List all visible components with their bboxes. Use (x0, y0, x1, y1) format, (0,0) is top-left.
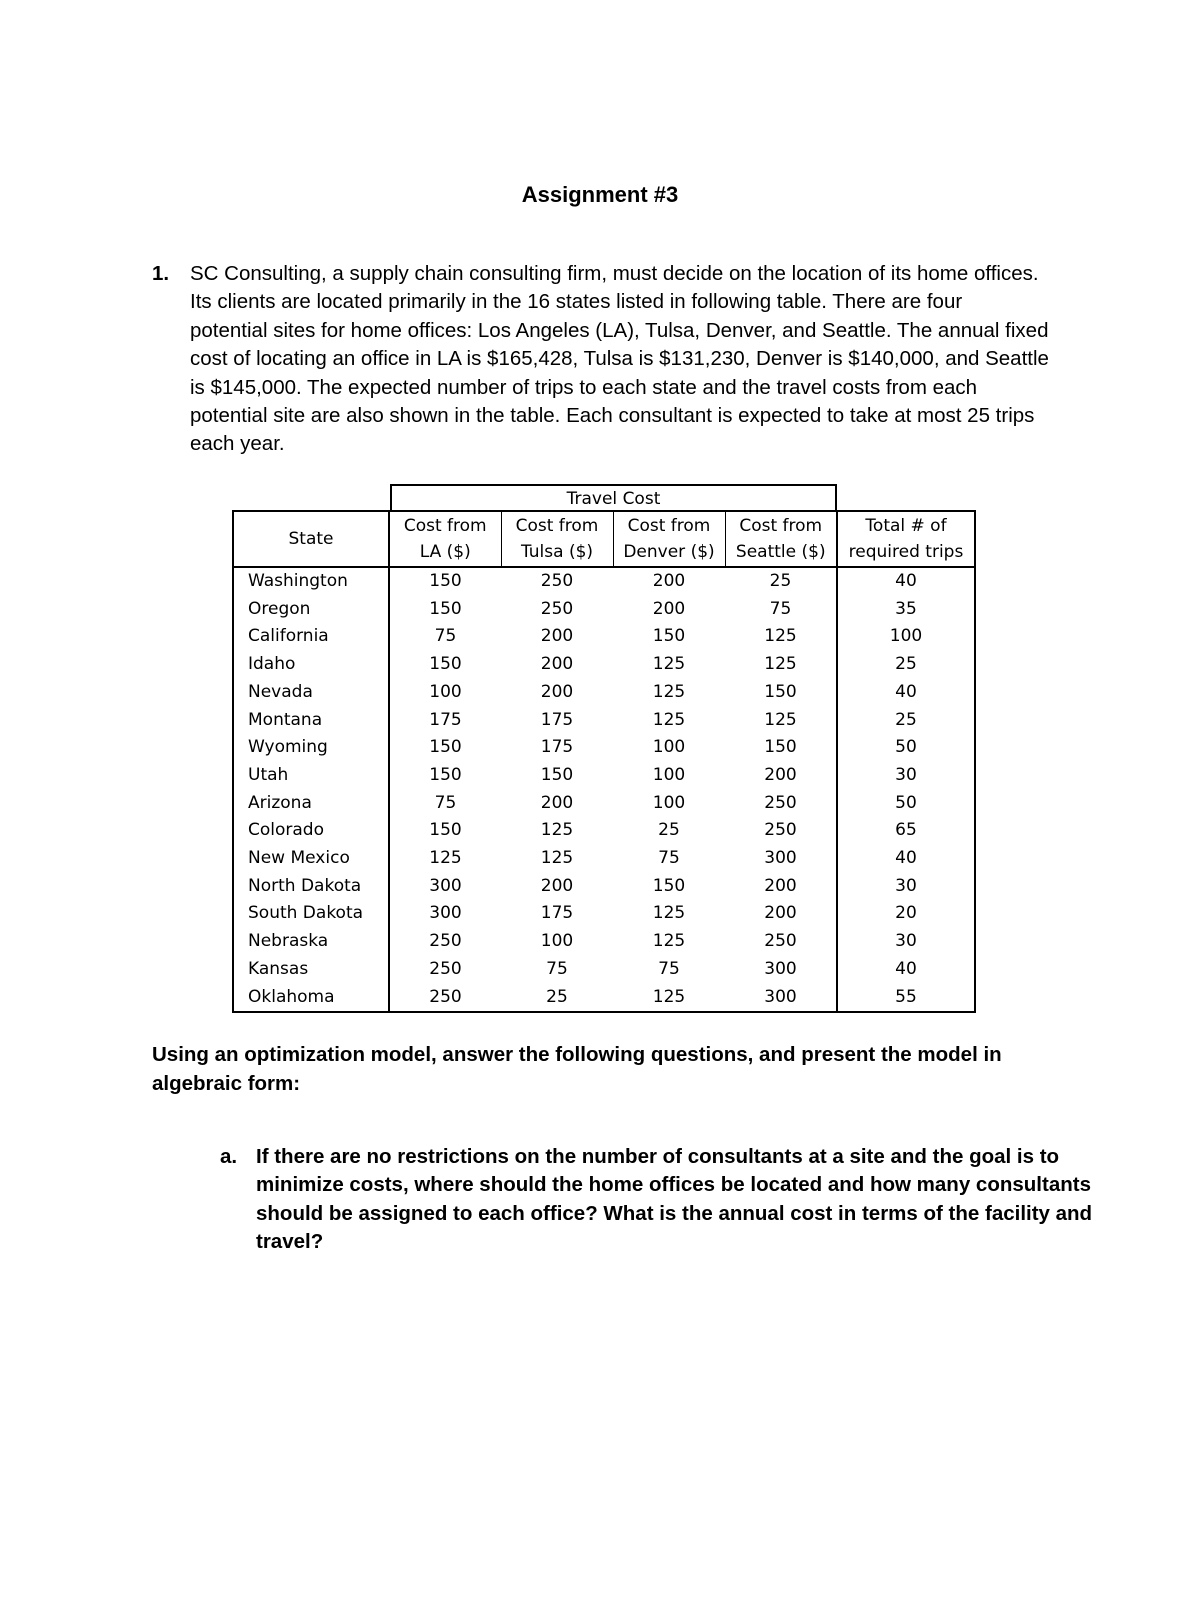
cell-tulsa: 25 (501, 984, 613, 1013)
part-a-line: travel? (256, 1230, 324, 1254)
cell-seattle: 125 (725, 651, 837, 679)
table-row (233, 734, 975, 762)
cell-trips: 40 (837, 845, 975, 873)
model-instructions (152, 1040, 1052, 1098)
cell-seattle: 300 (725, 984, 837, 1013)
cell-trips: 35 (837, 596, 975, 624)
header-state: State (233, 511, 389, 567)
cell-seattle: 250 (725, 790, 837, 818)
cell-tulsa: 200 (540, 875, 574, 896)
cell-state: New Mexico (233, 845, 389, 873)
cell-tulsa: 175 (540, 903, 574, 924)
cell-seattle: 125 (725, 707, 837, 735)
cell-seattle: 150 (725, 734, 837, 762)
table-row (233, 679, 975, 707)
cell-la: 300 (429, 903, 462, 924)
header-cost-seattle: Cost from Seattle ($) (725, 511, 837, 567)
cell-tulsa: 200 (540, 626, 574, 647)
page-title: Assignment #3 (521, 182, 679, 207)
cell-la: 250 (429, 958, 462, 979)
table-row (233, 790, 975, 818)
cell-trips: 40 (837, 567, 975, 596)
cell-denver: 125 (613, 984, 725, 1013)
cell-trips: 25 (837, 651, 975, 679)
cell-la: 300 (429, 875, 462, 896)
cell-tulsa: 125 (540, 820, 574, 841)
cell-la: 250 (429, 931, 462, 952)
cell-state: Oklahoma (233, 984, 389, 1013)
header-cost-denver: Cost from Denver ($) (613, 511, 725, 567)
table-row (233, 567, 975, 596)
cell-la: 150 (429, 820, 462, 841)
cell-trips: 65 (837, 817, 975, 845)
cell-state: Oregon (233, 596, 389, 624)
cell-tulsa: 250 (540, 571, 574, 591)
model-instructions-line: algebraic form: (152, 1072, 301, 1095)
cell-denver: 75 (658, 848, 680, 869)
cell-denver: 100 (652, 792, 686, 813)
cell-trips: 30 (837, 762, 975, 790)
question-1 (152, 260, 1072, 459)
cell-denver: 75 (658, 958, 680, 979)
cell-state: Utah (233, 762, 389, 790)
table-row (233, 817, 975, 845)
part-a-letter: a. (220, 1145, 238, 1168)
question-1-line: SC Consulting, a supply chain consulting firm, must decide on the location of its home offices. (190, 262, 1039, 285)
travel-cost-table (232, 510, 976, 1013)
cell-denver: 125 (652, 709, 686, 730)
table-row (233, 762, 975, 790)
cell-trips: 30 (837, 928, 975, 956)
cell-la: 125 (429, 848, 462, 869)
cell-state: Idaho (233, 651, 389, 679)
cell-state: Nebraska (233, 928, 389, 956)
cell-tulsa: 200 (540, 654, 574, 675)
cell-trips: 40 (837, 679, 975, 707)
cell-state: California (233, 623, 389, 651)
cell-seattle: 300 (725, 956, 837, 984)
cell-state: Montana (233, 707, 389, 735)
cell-la: 150 (429, 764, 462, 785)
cell-trips: 50 (837, 790, 975, 818)
cell-seattle: 150 (725, 679, 837, 707)
header-total-trips: Total # of required trips (837, 511, 975, 567)
table-row (233, 651, 975, 679)
cell-state: Colorado (233, 817, 389, 845)
question-1-line: is $145,000. The expected number of trips to each state and the travel costs from each (190, 375, 978, 399)
table-row (233, 845, 975, 873)
cell-tulsa: 200 (540, 792, 574, 813)
cell-denver: 25 (658, 820, 680, 841)
part-a-line: should be assigned to each office? What is the annual cost in terms of the facility and (256, 1201, 1093, 1225)
cell-trips: 30 (837, 873, 975, 901)
cell-tulsa: 175 (540, 737, 574, 758)
table-row (233, 596, 975, 624)
question-1-line: potential site are also shown in the table. Each consultant is expected to take at most 25 trips (190, 404, 1035, 428)
question-1-line: each year. (190, 432, 285, 456)
cell-trips: 25 (837, 707, 975, 735)
cell-seattle: 200 (725, 762, 837, 790)
question-number: 1. (152, 262, 170, 285)
question-1-line: cost of locating an office in LA is $165,428, Tulsa is $131,230, Denver is $140,000, and Seattle (190, 347, 1049, 371)
cell-trips: 100 (837, 623, 975, 651)
table-row (233, 984, 975, 1013)
part-a-line: minimize costs, where should the home offices be located and how many consultants (256, 1173, 1091, 1197)
cell-la: 150 (429, 737, 462, 758)
cell-tulsa: 75 (546, 958, 568, 979)
cell-tulsa: 175 (540, 709, 574, 730)
cell-state: South Dakota (233, 900, 389, 928)
cell-la: 150 (429, 571, 462, 591)
cell-la: 100 (429, 681, 462, 702)
cell-la: 175 (429, 709, 462, 730)
table-row (233, 707, 975, 735)
cell-tulsa: 125 (540, 848, 574, 869)
cell-seattle: 250 (725, 817, 837, 845)
model-instructions-line: Using an optimization model, answer the following questions, and present the model in (152, 1043, 1002, 1066)
cell-tulsa: 150 (540, 764, 574, 785)
cell-denver: 125 (652, 903, 686, 924)
cell-seattle: 75 (725, 596, 837, 624)
cell-denver: 100 (652, 764, 686, 785)
cell-denver: 200 (652, 598, 686, 619)
table-row (233, 956, 975, 984)
cell-denver: 150 (652, 626, 686, 647)
cell-la: 250 (389, 984, 501, 1013)
cell-la: 75 (434, 626, 457, 647)
table-row (233, 900, 975, 928)
cell-tulsa: 250 (540, 598, 574, 619)
cell-la: 150 (429, 598, 462, 619)
header-cost-tulsa: Cost from Tulsa ($) (501, 511, 613, 567)
cell-la: 75 (434, 792, 457, 813)
cell-denver: 125 (652, 654, 686, 675)
cell-denver: 200 (652, 571, 686, 591)
cell-seattle: 200 (725, 873, 837, 901)
cell-seattle: 250 (725, 928, 837, 956)
header-cost-la: Cost from LA ($) (389, 511, 501, 567)
cell-denver: 100 (652, 737, 686, 758)
part-a-line: If there are no restrictions on the number of consultants at a site and the goal is to (256, 1145, 1060, 1168)
cell-state: Wyoming (233, 734, 389, 762)
cell-denver: 150 (652, 875, 686, 896)
cell-denver: 125 (652, 681, 686, 702)
table-row (233, 623, 975, 651)
cell-state: Kansas (233, 956, 389, 984)
question-1-line: Its clients are located primarily in the 16 states listed in following table. There are four (190, 290, 963, 314)
cell-seattle: 125 (725, 623, 837, 651)
table-row (233, 873, 975, 901)
table-header-row (233, 511, 975, 567)
part-a (220, 1143, 1093, 1257)
cell-seattle: 200 (725, 900, 837, 928)
part-a-text (256, 1143, 1093, 1257)
table-row (233, 928, 975, 956)
question-1-line: potential sites for home offices: Los Angeles (LA), Tulsa, Denver, and Seattle. The annual fixed (190, 318, 1049, 342)
cell-trips: 50 (837, 734, 975, 762)
cell-trips: 55 (837, 984, 975, 1013)
travel-cost-group-header: Travel Cost (390, 484, 837, 510)
cell-seattle: 25 (725, 567, 837, 596)
cell-trips: 40 (837, 956, 975, 984)
cell-state: North Dakota (233, 873, 389, 901)
cell-la: 150 (429, 654, 462, 675)
cell-denver: 125 (652, 931, 686, 952)
cell-trips: 20 (837, 900, 975, 928)
question-1-text (190, 260, 1072, 459)
cell-state: Washington (233, 567, 389, 596)
cell-state: Arizona (233, 790, 389, 818)
cell-tulsa: 200 (540, 681, 574, 702)
cell-seattle: 300 (725, 845, 837, 873)
cell-state: Nevada (233, 679, 389, 707)
cell-tulsa: 100 (540, 931, 574, 952)
